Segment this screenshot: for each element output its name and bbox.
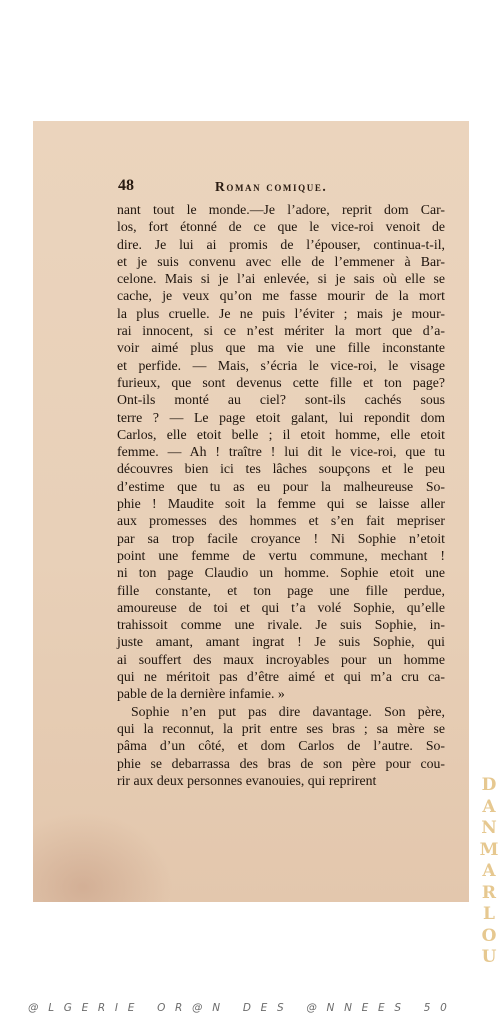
text-line: ni ton page Claudio un homme. Sophie etoit une <box>117 565 445 581</box>
text-line: Sophie n’en put pas dire davantage. Son père, <box>131 703 445 719</box>
text-line: trahissoit comme une rivale. Je suis Sophie, in- <box>117 617 445 633</box>
watermark-letter: R <box>481 882 497 903</box>
text-line: rir aux deux personnes evanouies, qui reprirent <box>117 772 377 788</box>
text-line: furieux, que sont devenus cette fille et ton page? <box>117 374 445 390</box>
text-line: cache, je veux qu’on me fasse mourir de la mort <box>117 288 445 304</box>
text-line: point une femme de vertu commune, mechant ! <box>117 547 445 563</box>
text-line: pâma d’un côté, et dom Carlos de l’autre. So- <box>117 738 445 754</box>
text-line: découvres bien ici tes lâches soupçons et le peu <box>117 461 445 477</box>
watermark-letter: U <box>481 947 497 967</box>
text-line: la plus cruelle. Je ne puis l’éviter ; mais je mour- <box>117 305 445 321</box>
watermark-letter: M <box>479 839 499 860</box>
text-line: rai innocent, si ce n’est mériter la mort que d’a- <box>117 323 445 339</box>
text-line: ai souffert des maux incroyables pour un homme <box>117 651 445 667</box>
book-page-scan <box>33 121 469 902</box>
watermark-letter: A <box>482 796 496 817</box>
text-line: phie se debarrassa des bras de son père pour cou- <box>117 755 445 771</box>
text-line: d’estime que tu as eu pour la malheureuse So- <box>117 478 445 494</box>
footer-caption: @LGERIE OR@N DES @NNEES 50 <box>28 1002 457 1014</box>
watermark-letter: A <box>482 861 496 881</box>
text-line: par sa trop facile croyance ! Ni Sophie n’etoit <box>117 530 445 546</box>
watermark-letter: O <box>481 925 497 946</box>
text-line: femme. — Ah ! traître ! lui dit le vice-roi, que tu <box>117 444 445 460</box>
text-line: Carlos, elle etoit belle ; il etoit homme, elle etoit <box>117 426 445 442</box>
text-line: nant tout le monde.—Je l’adore, reprit dom Car- <box>117 202 445 217</box>
text-line: et perfide. — Mais, s’écria le vice-roi, le visage <box>117 357 445 373</box>
text-line: phie ! Maudite soit la femme qui se laisse aller <box>117 496 445 512</box>
vertical-watermark <box>478 775 500 969</box>
page-number: 48 <box>118 177 134 194</box>
running-title: Roman comique. <box>215 179 328 194</box>
text-line: qui ne méritoit pas d’être aimé et qui m’a cru ca- <box>117 669 445 685</box>
text-line: fille constante, et ton page une fille perdue, <box>117 582 445 598</box>
watermark-letter: N <box>481 818 497 838</box>
text-line: qui la reconnut, la prit entre ses bras ; sa mère se <box>117 720 445 736</box>
text-line: los, fort étonné de ce que le vice-roi venoit de <box>117 219 445 235</box>
watermark-letter: L <box>483 904 495 924</box>
text-line: Ont-ils monté au ciel? sont-ils cachés sous <box>117 392 445 408</box>
text-line: aux promesses des hommes et s’en fait mepriser <box>117 513 445 529</box>
text-line: et je suis convenu avec elle de l’emmener à Bar- <box>117 253 445 269</box>
page-text-body <box>117 201 445 789</box>
text-line: dire. Je lui ai promis de l’épouser, continua-t-il, <box>117 236 445 252</box>
text-line: voir aimé plus que ma vie une fille inconstante <box>117 340 445 356</box>
text-line: celone. Mais si je l’ai enlevée, si je sais où elle se <box>117 271 445 287</box>
text-line: terre ? — Le page etoit galant, lui repondit dom <box>117 409 445 425</box>
text-line: amoureuse de toi et qui t’a volé Sophie, qu’elle <box>117 599 445 615</box>
text-line: pable de la dernière infamie. » <box>117 686 285 702</box>
text-line: juste amant, amant ingrat ! Je suis Sophie, qui <box>117 634 445 650</box>
watermark-letter: D <box>481 775 497 795</box>
